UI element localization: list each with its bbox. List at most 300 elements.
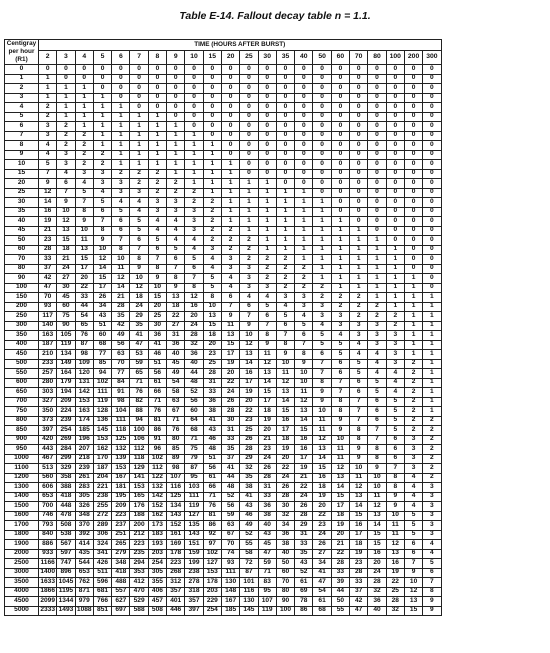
table-cell: 1633: [39, 578, 57, 588]
table-cell: 0: [331, 160, 349, 170]
table-cell: 0: [404, 160, 422, 170]
corner-line-1: Centigray: [6, 40, 37, 47]
table-cell: 1: [203, 141, 221, 151]
table-cell: 139: [112, 454, 130, 464]
table-cell: 47: [130, 340, 148, 350]
table-cell: 23: [258, 445, 276, 455]
table-cell: 4: [368, 359, 386, 369]
table-cell: 116: [240, 587, 258, 597]
table-cell: 29: [240, 454, 258, 464]
table-cell: 1: [386, 274, 404, 284]
table-cell: 418: [57, 492, 75, 502]
table-cell: 10: [93, 245, 111, 255]
table-cell: 0: [368, 74, 386, 84]
table-cell: 152: [167, 521, 185, 531]
table-cell: 22: [313, 511, 331, 521]
row-label-dose-rate: 100: [5, 283, 39, 293]
column-header-hour: 50: [313, 50, 331, 64]
table-cell: 8: [350, 426, 368, 436]
table-cell: 54: [75, 312, 93, 322]
table-cell: 1: [423, 293, 441, 303]
table-row: [5, 245, 442, 255]
table-row: [5, 340, 442, 350]
row-label-dose-rate: 5: [5, 112, 39, 122]
table-cell: 1: [148, 141, 166, 151]
table-cell: 0: [276, 74, 294, 84]
table-cell: 76: [203, 502, 221, 512]
table-cell: 6: [240, 302, 258, 312]
table-cell: 306: [93, 530, 111, 540]
table-cell: 41: [313, 568, 331, 578]
table-cell: 0: [368, 150, 386, 160]
table-cell: 0: [313, 74, 331, 84]
table-cell: 8: [203, 293, 221, 303]
table-cell: 10: [57, 207, 75, 217]
table-cell: 181: [112, 483, 130, 493]
table-row: [5, 236, 442, 246]
table-row: [5, 112, 442, 122]
table-cell: 18: [258, 407, 276, 417]
table-cell: 8: [130, 255, 148, 265]
table-cell: 6: [368, 407, 386, 417]
table-cell: 19: [295, 464, 313, 474]
table-cell: 233: [39, 359, 57, 369]
table-cell: 223: [167, 559, 185, 569]
table-cell: 567: [57, 540, 75, 550]
table-cell: 305: [148, 568, 166, 578]
table-cell: 142: [75, 388, 93, 398]
table-cell: 0: [276, 169, 294, 179]
table-cell: 2: [276, 255, 294, 265]
table-cell: 397: [39, 426, 57, 436]
table-cell: 0: [331, 207, 349, 217]
table-cell: 32: [386, 606, 404, 616]
table-cell: 207: [75, 445, 93, 455]
table-cell: 43: [203, 426, 221, 436]
table-cell: 1: [276, 236, 294, 246]
table-cell: 5: [258, 302, 276, 312]
table-cell: 76: [148, 407, 166, 417]
table-cell: 196: [75, 435, 93, 445]
table-cell: 6: [423, 568, 441, 578]
table-cell: 1195: [57, 587, 75, 597]
column-header-hour: 35: [276, 50, 294, 64]
table-cell: 15: [368, 530, 386, 540]
table-cell: 12: [130, 283, 148, 293]
table-cell: 0: [386, 160, 404, 170]
table-cell: 265: [112, 540, 130, 550]
table-cell: 13: [258, 369, 276, 379]
table-cell: 4: [130, 207, 148, 217]
table-cell: 40: [185, 359, 203, 369]
table-cell: 0: [313, 93, 331, 103]
row-label-dose-rate: 70: [5, 255, 39, 265]
row-label-dose-rate: 80: [5, 264, 39, 274]
table-cell: 1: [240, 179, 258, 189]
table-cell: 98: [75, 350, 93, 360]
table-cell: 2: [203, 198, 221, 208]
table-cell: 14: [295, 416, 313, 426]
table-cell: 12: [57, 217, 75, 227]
table-cell: 60: [276, 568, 294, 578]
table-cell: 10: [148, 283, 166, 293]
table-cell: 17: [258, 397, 276, 407]
table-cell: 203: [203, 587, 221, 597]
table-cell: 2: [240, 236, 258, 246]
table-cell: 93: [221, 559, 239, 569]
table-cell: 0: [350, 122, 368, 132]
table-cell: 255: [93, 502, 111, 512]
header-row-time: [5, 40, 442, 51]
table-cell: 15: [221, 340, 239, 350]
table-cell: 36: [148, 331, 166, 341]
table-cell: 56: [203, 464, 221, 474]
table-cell: 18: [313, 483, 331, 493]
table-cell: 12: [295, 397, 313, 407]
table-cell: 13: [295, 407, 313, 417]
column-header-hour: 60: [331, 50, 349, 64]
table-cell: 13: [203, 312, 221, 322]
table-cell: 2: [75, 160, 93, 170]
table-cell: 5: [39, 160, 57, 170]
table-cell: 2: [350, 302, 368, 312]
table-cell: 1: [57, 112, 75, 122]
table-cell: 6: [350, 388, 368, 398]
table-cell: 0: [167, 112, 185, 122]
table-cell: 4: [258, 293, 276, 303]
table-cell: 0: [221, 65, 239, 75]
table-cell: 0: [404, 112, 422, 122]
table-cell: 1: [368, 264, 386, 274]
table-cell: 152: [148, 502, 166, 512]
table-cell: 0: [93, 74, 111, 84]
table-cell: 0: [331, 112, 349, 122]
table-cell: 0: [386, 198, 404, 208]
table-row: [5, 568, 442, 578]
table-cell: 13: [240, 350, 258, 360]
table-cell: 18: [130, 293, 148, 303]
table-cell: 0: [258, 160, 276, 170]
table-cell: 22: [75, 283, 93, 293]
table-cell: 7: [148, 255, 166, 265]
table-cell: 5: [386, 416, 404, 426]
table-cell: 1: [350, 226, 368, 236]
table-cell: 48: [185, 378, 203, 388]
table-cell: 36: [167, 340, 185, 350]
table-cell: 0: [295, 122, 313, 132]
table-cell: 178: [203, 578, 221, 588]
table-cell: 135: [185, 521, 203, 531]
table-cell: 106: [130, 435, 148, 445]
table-cell: 1: [313, 198, 331, 208]
table-cell: 59: [258, 559, 276, 569]
table-cell: 3: [368, 321, 386, 331]
table-cell: 0: [295, 169, 313, 179]
table-cell: 3: [167, 198, 185, 208]
table-cell: 3: [404, 435, 422, 445]
table-cell: 4: [404, 502, 422, 512]
table-cell: 7: [386, 464, 404, 474]
table-cell: 0: [57, 65, 75, 75]
table-cell: 24: [221, 388, 239, 398]
table-cell: 55: [331, 606, 349, 616]
table-cell: 1: [276, 226, 294, 236]
table-cell: 7: [258, 321, 276, 331]
table-cell: 4: [185, 245, 203, 255]
table-cell: 20: [75, 274, 93, 284]
column-header-hour: 300: [423, 50, 441, 64]
table-cell: 2333: [39, 606, 57, 616]
table-cell: 414: [75, 540, 93, 550]
table-cell: 88: [130, 407, 148, 417]
row-label-dose-rate: 850: [5, 426, 39, 436]
table-cell: 0: [404, 131, 422, 141]
row-label-dose-rate: 50: [5, 236, 39, 246]
table-cell: 132: [148, 483, 166, 493]
table-cell: 0: [57, 74, 75, 84]
table-cell: 13: [57, 226, 75, 236]
table-cell: 109: [75, 359, 93, 369]
table-cell: 0: [258, 131, 276, 141]
table-cell: 92: [203, 530, 221, 540]
table-cell: 303: [39, 388, 57, 398]
table-cell: 21: [39, 226, 57, 236]
table-cell: 1: [404, 340, 422, 350]
table-cell: 1: [167, 131, 185, 141]
table-cell: 103: [185, 483, 203, 493]
table-cell: 194: [57, 388, 75, 398]
table-cell: 2: [404, 369, 422, 379]
row-label-dose-rate: 500: [5, 359, 39, 369]
table-cell: 6: [386, 445, 404, 455]
row-label-dose-rate: 1100: [5, 464, 39, 474]
table-cell: 18: [331, 511, 349, 521]
row-label-dose-rate: 400: [5, 340, 39, 350]
column-header-hour: 80: [368, 50, 386, 64]
table-cell: 128: [93, 407, 111, 417]
row-label-dose-rate: 1400: [5, 492, 39, 502]
table-cell: 1088: [75, 606, 93, 616]
table-cell: 4: [185, 236, 203, 246]
table-cell: 1: [185, 160, 203, 170]
table-cell: 11: [386, 530, 404, 540]
table-cell: 148: [221, 587, 239, 597]
table-cell: 1: [423, 312, 441, 322]
table-cell: 2: [148, 179, 166, 189]
table-cell: 129: [130, 464, 148, 474]
row-label-dose-rate: 650: [5, 388, 39, 398]
table-cell: 15: [75, 255, 93, 265]
table-cell: 19: [350, 549, 368, 559]
table-cell: 10: [75, 226, 93, 236]
table-cell: 11: [368, 492, 386, 502]
table-cell: 1: [295, 217, 313, 227]
table-cell: 1: [368, 245, 386, 255]
table-cell: 0: [240, 65, 258, 75]
table-cell: 10: [295, 378, 313, 388]
table-cell: 979: [75, 597, 93, 607]
table-cell: 1: [221, 169, 239, 179]
row-label-dose-rate: 5000: [5, 606, 39, 616]
table-cell: 143: [185, 530, 203, 540]
table-cell: 7: [350, 407, 368, 417]
table-cell: 3: [404, 464, 422, 474]
table-cell: 9: [148, 274, 166, 284]
table-cell: 6: [276, 321, 294, 331]
table-cell: 15: [404, 606, 422, 616]
table-cell: 0: [276, 141, 294, 151]
table-cell: 25: [203, 359, 221, 369]
table-cell: 1: [276, 245, 294, 255]
table-cell: 3: [386, 331, 404, 341]
table-cell: 9: [331, 416, 349, 426]
row-label-dose-rate: 8: [5, 141, 39, 151]
table-cell: 209: [112, 502, 130, 512]
table-cell: 37: [39, 264, 57, 274]
table-cell: 183: [148, 530, 166, 540]
table-cell: 0: [313, 160, 331, 170]
table-cell: 153: [112, 464, 130, 474]
table-cell: 6: [331, 369, 349, 379]
table-cell: 19: [313, 492, 331, 502]
table-cell: 239: [57, 416, 75, 426]
table-row: [5, 65, 442, 75]
table-cell: 14: [276, 397, 294, 407]
table-cell: 28: [350, 568, 368, 578]
column-header-hour: 4: [75, 50, 93, 64]
table-cell: 0: [404, 188, 422, 198]
table-cell: 10: [350, 464, 368, 474]
table-cell: 10: [386, 511, 404, 521]
table-cell: 100: [276, 606, 294, 616]
table-cell: 3: [404, 445, 422, 455]
table-cell: 86: [148, 426, 166, 436]
table-cell: 5: [331, 350, 349, 360]
table-cell: 9: [57, 198, 75, 208]
table-cell: 49: [240, 521, 258, 531]
table-cell: 0: [295, 93, 313, 103]
table-cell: 0: [423, 274, 441, 284]
table-cell: 104: [112, 407, 130, 417]
table-cell: 102: [148, 454, 166, 464]
table-cell: 0: [75, 74, 93, 84]
table-cell: 1: [423, 340, 441, 350]
table-cell: 350: [39, 407, 57, 417]
table-cell: 0: [112, 65, 130, 75]
table-cell: 19: [258, 416, 276, 426]
table-cell: 9: [221, 312, 239, 322]
table-cell: 53: [130, 350, 148, 360]
table-cell: 1: [313, 255, 331, 265]
table-cell: 6: [93, 207, 111, 217]
table-cell: 1: [404, 312, 422, 322]
table-cell: 107: [167, 473, 185, 483]
table-cell: 2: [404, 397, 422, 407]
corner-header: [5, 40, 39, 65]
table-cell: 1: [258, 226, 276, 236]
table-cell: 35: [295, 549, 313, 559]
table-cell: 0: [368, 198, 386, 208]
table-cell: 1: [148, 160, 166, 170]
table-cell: 15: [148, 293, 166, 303]
table-cell: 77: [93, 350, 111, 360]
table-row: [5, 331, 442, 341]
table-row: [5, 312, 442, 322]
row-label-dose-rate: 350: [5, 331, 39, 341]
table-cell: 470: [130, 587, 148, 597]
table-cell: 370: [75, 521, 93, 531]
table-cell: 1: [39, 74, 57, 84]
table-cell: 1: [313, 236, 331, 246]
table-cell: 0: [368, 131, 386, 141]
table-cell: 4: [130, 198, 148, 208]
table-cell: 1493: [57, 606, 75, 616]
table-cell: 0: [368, 179, 386, 189]
table-cell: 10: [130, 274, 148, 284]
table-cell: 80: [276, 587, 294, 597]
table-row: [5, 473, 442, 483]
table-cell: 4: [295, 312, 313, 322]
table-cell: 5: [167, 245, 185, 255]
table-cell: 33: [258, 492, 276, 502]
table-cell: 30: [148, 321, 166, 331]
table-cell: 7: [240, 312, 258, 322]
table-cell: 2: [148, 169, 166, 179]
table-cell: 173: [148, 521, 166, 531]
table-cell: 1: [404, 321, 422, 331]
table-cell: 0: [313, 122, 331, 132]
table-cell: 63: [112, 350, 130, 360]
table-cell: 26: [313, 540, 331, 550]
table-cell: 0: [221, 112, 239, 122]
table-cell: 97: [203, 540, 221, 550]
table-cell: 289: [93, 521, 111, 531]
table-cell: 0: [404, 141, 422, 151]
table-cell: 2: [75, 150, 93, 160]
table-cell: 90: [57, 321, 75, 331]
table-cell: 20: [258, 426, 276, 436]
table-cell: 0: [148, 74, 166, 84]
table-cell: 35: [221, 445, 239, 455]
table-cell: 24: [57, 264, 75, 274]
table-cell: 1: [331, 245, 349, 255]
table-cell: 46: [203, 435, 221, 445]
table-cell: 0: [130, 65, 148, 75]
table-cell: 7: [276, 331, 294, 341]
table-cell: 3: [185, 217, 203, 227]
table-cell: 294: [130, 559, 148, 569]
table-cell: 82: [130, 397, 148, 407]
table-cell: 0: [350, 103, 368, 113]
table-cell: 34: [93, 302, 111, 312]
column-header-hour: 2: [39, 50, 57, 64]
table-cell: 1: [313, 217, 331, 227]
table-cell: 1: [130, 122, 148, 132]
table-cell: 0: [130, 93, 148, 103]
table-cell: 71: [148, 397, 166, 407]
table-cell: 1: [75, 84, 93, 94]
table-cell: 7: [350, 397, 368, 407]
table-cell: 33: [221, 435, 239, 445]
table-cell: 127: [185, 511, 203, 521]
table-cell: 10: [368, 483, 386, 493]
page-title: Table E-14. Fallout decay table n = 1.1.: [179, 10, 371, 22]
table-cell: 513: [39, 464, 57, 474]
table-cell: 61: [148, 378, 166, 388]
row-label-dose-rate: 9: [5, 150, 39, 160]
table-cell: 2: [331, 293, 349, 303]
table-cell: 0: [258, 65, 276, 75]
